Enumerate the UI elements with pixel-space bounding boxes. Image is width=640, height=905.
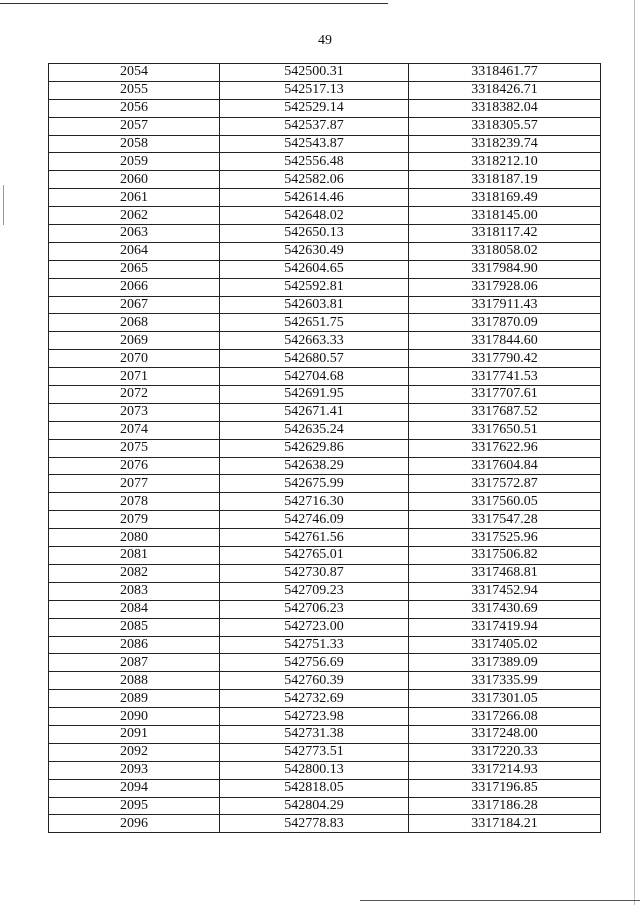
y-coordinate-cell: 3317405.02 — [409, 636, 601, 654]
table-row — [49, 564, 601, 582]
table-row — [49, 654, 601, 672]
point-number-cell: 2092 — [49, 743, 220, 761]
x-coordinate-cell: 542638.29 — [220, 457, 409, 475]
y-coordinate-cell: 3317419.94 — [409, 618, 601, 636]
table-row — [49, 314, 601, 332]
x-coordinate-cell: 542604.65 — [220, 260, 409, 278]
point-number-cell: 2077 — [49, 475, 220, 493]
point-number-cell: 2095 — [49, 797, 220, 815]
y-coordinate-cell: 3318169.49 — [409, 189, 601, 207]
point-number-cell: 2063 — [49, 225, 220, 243]
table-row — [49, 117, 601, 135]
y-coordinate-cell: 3317301.05 — [409, 690, 601, 708]
y-coordinate-cell: 3317266.08 — [409, 708, 601, 726]
x-coordinate-cell: 542778.83 — [220, 815, 409, 833]
point-number-cell: 2069 — [49, 332, 220, 350]
y-coordinate-cell: 3317389.09 — [409, 654, 601, 672]
x-coordinate-cell: 542800.13 — [220, 761, 409, 779]
table-row — [49, 350, 601, 368]
coordinates-table-body — [49, 64, 601, 833]
x-coordinate-cell: 542760.39 — [220, 672, 409, 690]
x-coordinate-cell: 542732.69 — [220, 690, 409, 708]
table-row — [49, 171, 601, 189]
point-number-cell: 2066 — [49, 278, 220, 296]
point-number-cell: 2082 — [49, 564, 220, 582]
x-coordinate-cell: 542709.23 — [220, 582, 409, 600]
x-coordinate-cell: 542723.00 — [220, 618, 409, 636]
right-edge-rule — [634, 0, 635, 905]
table-row — [49, 475, 601, 493]
table-row — [49, 386, 601, 404]
table-row — [49, 207, 601, 225]
table-row — [49, 457, 601, 475]
table-row — [49, 725, 601, 743]
table-row — [49, 708, 601, 726]
page-number: 49 — [318, 33, 332, 48]
point-number-cell: 2094 — [49, 779, 220, 797]
y-coordinate-cell: 3317468.81 — [409, 564, 601, 582]
coordinates-table — [48, 63, 601, 833]
x-coordinate-cell: 542675.99 — [220, 475, 409, 493]
x-coordinate-cell: 542706.23 — [220, 600, 409, 618]
table-row — [49, 779, 601, 797]
table-row — [49, 529, 601, 547]
point-number-cell: 2080 — [49, 529, 220, 547]
table-row — [49, 547, 601, 565]
point-number-cell: 2084 — [49, 600, 220, 618]
x-coordinate-cell: 542704.68 — [220, 368, 409, 386]
point-number-cell: 2081 — [49, 547, 220, 565]
left-margin-mark — [3, 185, 4, 225]
y-coordinate-cell: 3318426.71 — [409, 81, 601, 99]
y-coordinate-cell: 3317790.42 — [409, 350, 601, 368]
table-row — [49, 761, 601, 779]
x-coordinate-cell: 542651.75 — [220, 314, 409, 332]
y-coordinate-cell: 3317707.61 — [409, 386, 601, 404]
y-coordinate-cell: 3317248.00 — [409, 725, 601, 743]
point-number-cell: 2073 — [49, 403, 220, 421]
table-row — [49, 99, 601, 117]
x-coordinate-cell: 542731.38 — [220, 725, 409, 743]
table-row — [49, 493, 601, 511]
y-coordinate-cell: 3317572.87 — [409, 475, 601, 493]
x-coordinate-cell: 542635.24 — [220, 421, 409, 439]
x-coordinate-cell: 542691.95 — [220, 386, 409, 404]
point-number-cell: 2068 — [49, 314, 220, 332]
x-coordinate-cell: 542723.98 — [220, 708, 409, 726]
point-number-cell: 2054 — [49, 64, 220, 82]
point-number-cell: 2086 — [49, 636, 220, 654]
y-coordinate-cell: 3317184.21 — [409, 815, 601, 833]
table-row — [49, 690, 601, 708]
x-coordinate-cell: 542671.41 — [220, 403, 409, 421]
table-row — [49, 242, 601, 260]
table-row — [49, 189, 601, 207]
x-coordinate-cell: 542716.30 — [220, 493, 409, 511]
y-coordinate-cell: 3317220.33 — [409, 743, 601, 761]
table-row — [49, 582, 601, 600]
point-number-cell: 2056 — [49, 99, 220, 117]
y-coordinate-cell: 3318145.00 — [409, 207, 601, 225]
table-row — [49, 618, 601, 636]
point-number-cell: 2096 — [49, 815, 220, 833]
y-coordinate-cell: 3317196.85 — [409, 779, 601, 797]
x-coordinate-cell: 542663.33 — [220, 332, 409, 350]
table-row — [49, 797, 601, 815]
point-number-cell: 2090 — [49, 708, 220, 726]
point-number-cell: 2059 — [49, 153, 220, 171]
x-coordinate-cell: 542650.13 — [220, 225, 409, 243]
x-coordinate-cell: 542773.51 — [220, 743, 409, 761]
y-coordinate-cell: 3317560.05 — [409, 493, 601, 511]
y-coordinate-cell: 3317870.09 — [409, 314, 601, 332]
x-coordinate-cell: 542603.81 — [220, 296, 409, 314]
point-number-cell: 2072 — [49, 386, 220, 404]
y-coordinate-cell: 3317650.51 — [409, 421, 601, 439]
y-coordinate-cell: 3317186.28 — [409, 797, 601, 815]
point-number-cell: 2064 — [49, 242, 220, 260]
table-row — [49, 81, 601, 99]
x-coordinate-cell: 542517.13 — [220, 81, 409, 99]
table-row — [49, 403, 601, 421]
table-row — [49, 296, 601, 314]
x-coordinate-cell: 542746.09 — [220, 511, 409, 529]
x-coordinate-cell: 542730.87 — [220, 564, 409, 582]
point-number-cell: 2057 — [49, 117, 220, 135]
point-number-cell: 2062 — [49, 207, 220, 225]
y-coordinate-cell: 3317844.60 — [409, 332, 601, 350]
table-row — [49, 260, 601, 278]
table-row — [49, 439, 601, 457]
y-coordinate-cell: 3318461.77 — [409, 64, 601, 82]
point-number-cell: 2076 — [49, 457, 220, 475]
x-coordinate-cell: 542543.87 — [220, 135, 409, 153]
x-coordinate-cell: 542751.33 — [220, 636, 409, 654]
point-number-cell: 2058 — [49, 135, 220, 153]
table-row — [49, 135, 601, 153]
table-row — [49, 672, 601, 690]
x-coordinate-cell: 542614.46 — [220, 189, 409, 207]
y-coordinate-cell: 3318382.04 — [409, 99, 601, 117]
point-number-cell: 2089 — [49, 690, 220, 708]
y-coordinate-cell: 3317547.28 — [409, 511, 601, 529]
table-row — [49, 64, 601, 82]
top-rule — [0, 3, 388, 4]
point-number-cell: 2078 — [49, 493, 220, 511]
y-coordinate-cell: 3317214.93 — [409, 761, 601, 779]
table-row — [49, 511, 601, 529]
table-row — [49, 421, 601, 439]
y-coordinate-cell: 3317622.96 — [409, 439, 601, 457]
x-coordinate-cell: 542756.69 — [220, 654, 409, 672]
y-coordinate-cell: 3317506.82 — [409, 547, 601, 565]
x-coordinate-cell: 542765.01 — [220, 547, 409, 565]
point-number-cell: 2061 — [49, 189, 220, 207]
y-coordinate-cell: 3318117.42 — [409, 225, 601, 243]
y-coordinate-cell: 3317741.53 — [409, 368, 601, 386]
y-coordinate-cell: 3318058.02 — [409, 242, 601, 260]
point-number-cell: 2075 — [49, 439, 220, 457]
point-number-cell: 2079 — [49, 511, 220, 529]
point-number-cell: 2074 — [49, 421, 220, 439]
point-number-cell: 2067 — [49, 296, 220, 314]
y-coordinate-cell: 3318305.57 — [409, 117, 601, 135]
x-coordinate-cell: 542582.06 — [220, 171, 409, 189]
x-coordinate-cell: 542556.48 — [220, 153, 409, 171]
y-coordinate-cell: 3317928.06 — [409, 278, 601, 296]
x-coordinate-cell: 542537.87 — [220, 117, 409, 135]
y-coordinate-cell: 3318239.74 — [409, 135, 601, 153]
bottom-rule — [360, 900, 640, 901]
point-number-cell: 2093 — [49, 761, 220, 779]
x-coordinate-cell: 542818.05 — [220, 779, 409, 797]
table-row — [49, 225, 601, 243]
x-coordinate-cell: 542804.29 — [220, 797, 409, 815]
y-coordinate-cell: 3317452.94 — [409, 582, 601, 600]
table-row — [49, 153, 601, 171]
point-number-cell: 2055 — [49, 81, 220, 99]
point-number-cell: 2087 — [49, 654, 220, 672]
x-coordinate-cell: 542761.56 — [220, 529, 409, 547]
point-number-cell: 2060 — [49, 171, 220, 189]
y-coordinate-cell: 3317335.99 — [409, 672, 601, 690]
y-coordinate-cell: 3317911.43 — [409, 296, 601, 314]
point-number-cell: 2070 — [49, 350, 220, 368]
point-number-cell: 2088 — [49, 672, 220, 690]
x-coordinate-cell: 542630.49 — [220, 242, 409, 260]
x-coordinate-cell: 542629.86 — [220, 439, 409, 457]
table-row — [49, 278, 601, 296]
y-coordinate-cell: 3318187.19 — [409, 171, 601, 189]
y-coordinate-cell: 3317525.96 — [409, 529, 601, 547]
table-row — [49, 815, 601, 833]
x-coordinate-cell: 542500.31 — [220, 64, 409, 82]
point-number-cell: 2083 — [49, 582, 220, 600]
table-row — [49, 332, 601, 350]
table-row — [49, 368, 601, 386]
point-number-cell: 2091 — [49, 725, 220, 743]
x-coordinate-cell: 542592.81 — [220, 278, 409, 296]
x-coordinate-cell: 542680.57 — [220, 350, 409, 368]
y-coordinate-cell: 3318212.10 — [409, 153, 601, 171]
point-number-cell: 2065 — [49, 260, 220, 278]
table-row — [49, 636, 601, 654]
table-row — [49, 743, 601, 761]
x-coordinate-cell: 542648.02 — [220, 207, 409, 225]
x-coordinate-cell: 542529.14 — [220, 99, 409, 117]
y-coordinate-cell: 3317604.84 — [409, 457, 601, 475]
point-number-cell: 2085 — [49, 618, 220, 636]
y-coordinate-cell: 3317984.90 — [409, 260, 601, 278]
y-coordinate-cell: 3317687.52 — [409, 403, 601, 421]
table-row — [49, 600, 601, 618]
y-coordinate-cell: 3317430.69 — [409, 600, 601, 618]
point-number-cell: 2071 — [49, 368, 220, 386]
